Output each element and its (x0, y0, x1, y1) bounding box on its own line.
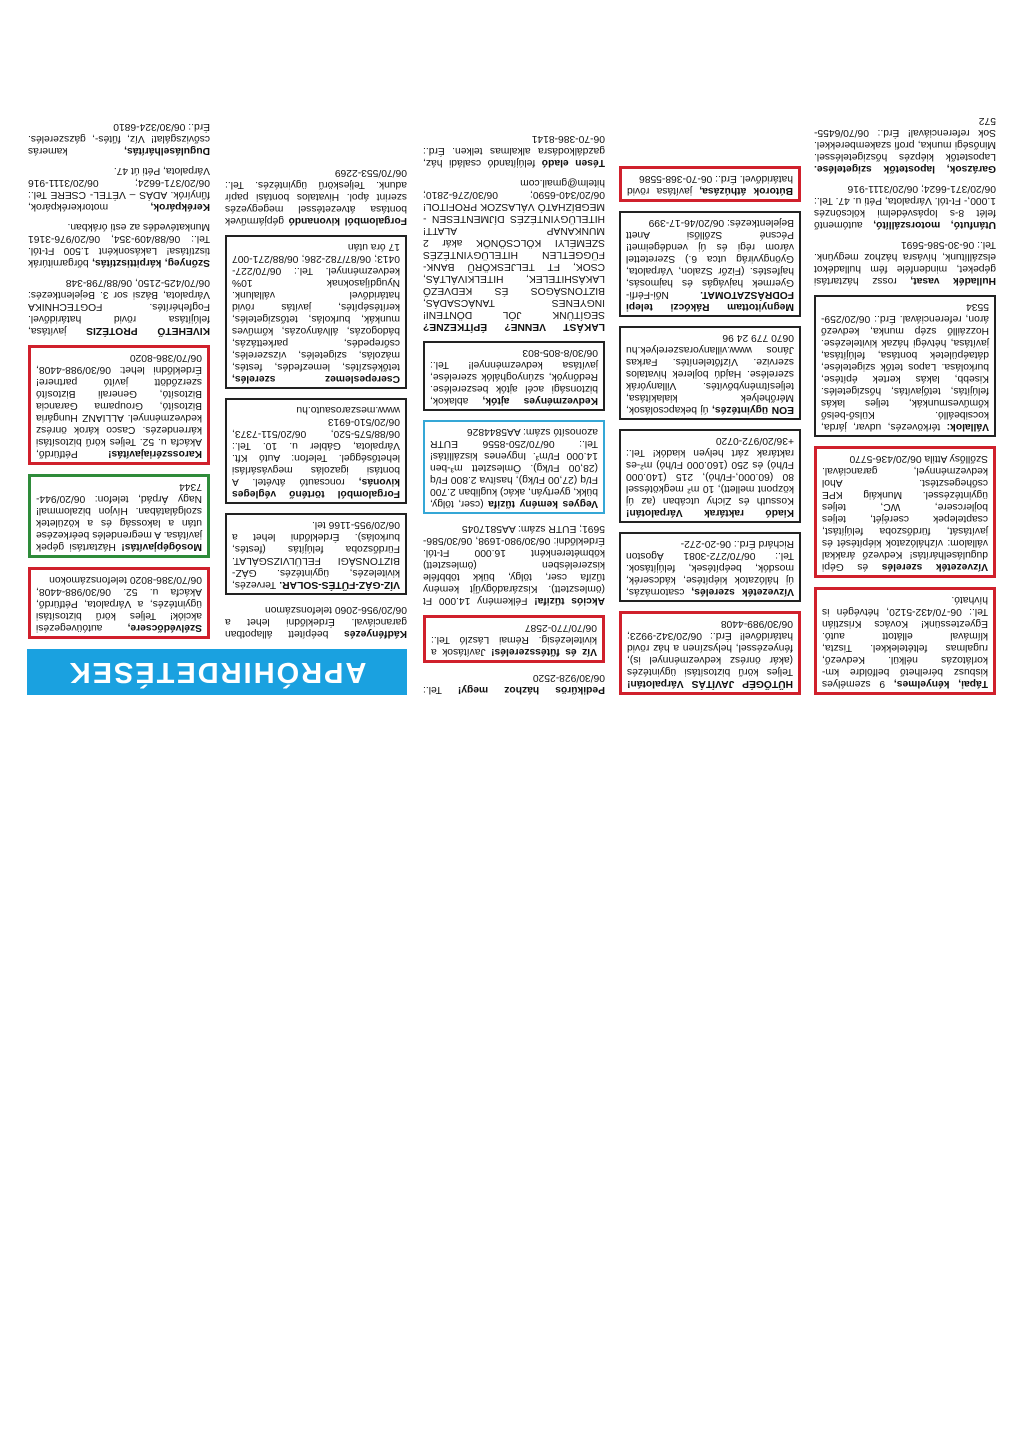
classified-ad (619, 532, 801, 602)
column-1 (814, 106, 996, 695)
classified-ad (28, 345, 210, 465)
ad-text: SEGÍTÜNK JÓL DÖNTENI! INGYENES TANÁCSADÁS, BIZTONSÁGOS ÉS KEDVEZŐ LAKÁSHITELEK, HITELKIVÁLTÁS, CSOK, FT TELJESKÖRŰ BANK-FÜGGETLEN HITELÜGYINTÉZÉS SZEMÉLYI KÖLCSÖNÖK akár 2 MUNKANAP ALATT! HITELÜGYINTÉZÉS DÍJMENTESEN - MEGBÍZHATÓ VÁLASZOK PROFITOL! 06/20/340-6590; 06/30/276-2810; hitelm@gmail.com (423, 177, 605, 320)
ad-heading: Vízvezeték szerelés, (691, 586, 794, 597)
classified-ad (619, 211, 801, 317)
ad-text: térkövezés, udvar, járda, kocsibeálló. Külső-belső kőművesmunkák, teljes lakás felújítás, tetőjavítás, hőszigetelés. Kisebb, lakás kertek építése, burkolása. Lapos tetők szigetelése, dátaépületek bontása, felújítása, javítása, hétvégi házak kivitelezése. Hozzáillő szép munka, kedvező áron, referenciával. Érd.: 06/20/259-5534 (821, 301, 989, 432)
classified-ad (225, 235, 407, 389)
ad-heading: Duguláselhárítás, (124, 145, 210, 156)
ad-heading: Víz és fűtésszerelés! (491, 646, 597, 657)
ad-heading: Forgalomból kivonandó (288, 215, 407, 226)
classified-ad (225, 166, 407, 226)
ad-text: új bekapcsolások, Mérőhelyek kialakítása, teljesítménybővítés. Villanyórák szerelése. Hajdú bojlerek hivatalos szervize. Vízfőtelenítés. Farkas János www.villanyoraszerelyek.hu 0670 779 24 96 (625, 332, 794, 415)
ad-text: beépített állapotban garanciával. Érdeklődni lehet a 06/20/956-2060 telefonszámon (225, 604, 407, 639)
ad-text: Tel.: 06/30/928-2520 (423, 672, 605, 695)
ad-text: Pétfürdő, Akácfa u. 52. Teljes körű biztosítási kárrendezés. Casco károk önrész kedvezménnyel. ALLIANZ Hungária Biztosító, Groupama Garancia Biztosító, Generali Biztosító szerződött javító partnere! Érdeklődni lehet: 06/30/988-4408, 06/70/386-8020 (36, 352, 202, 459)
classified-ad (619, 326, 801, 420)
ad-text: autóüvegezési akciók! Teljes körű biztosítási ügyintézés, a Várpalota, Pétfürdő, Akácfa u. 52. 06/30/988-4408, 06/70/386-8020 telefonszámokon (36, 574, 202, 633)
classified-ad (423, 176, 605, 332)
ad-heading: EON ügyintézés, (712, 404, 794, 415)
ad-heading: VÍZ-GÁZ-FŰTÉS-SOLAR. (279, 579, 400, 590)
ad-heading: Vízvezeték szerelés (881, 561, 988, 572)
ad-text: roncsautó átvétel. A bontási igazolás megvásárlási lehetőséggel. Telefon: Autó Kft. Várpalota, Gábler u. 10. Tel.: 06/88/575-520, 06/20/511-7373, 06/20/510-6913 www.meszarosauto.hu (232, 404, 400, 487)
ad-text: gépjárművek bontása átvezetéssel megegyezés szerint ápol. Hivatalos bontási papír adunk. Teljeskörű ügyintézés. Tel.: 06/70/553-2269 (224, 167, 407, 226)
ad-text: kamerás csővizsgálat! Víz, fűtés-, gázszerelés. Érd.: 06/30/324-6810 (28, 121, 210, 156)
ad-heading: Utánfutó, motorszállító, (873, 219, 996, 230)
ad-text: bőrgarnitúrák tisztítása! Lakásonként 1.500 Ft-tól. Tel.: 06/88/409-354, 06/20/976-3161 Munkatévedés az esti órákban. (28, 221, 210, 268)
ad-heading: Pedikűrös házhoz megy! (457, 684, 605, 695)
classified-ad (225, 398, 407, 504)
ad-heading: Vállalok: (946, 421, 989, 432)
ad-text: 9 személyes kisbusz bérelhető belföldre km-korlátozás nélkül. Kedvező, rugalmas feltételekkel. Tiszta, klímával ellátott autó. Egyeztessünk! Kovács Krisztián Tel.: 06-70/432-5120, hétvégén is hívható. (822, 594, 988, 689)
ad-heading: Mosógépjavítás! (121, 541, 202, 552)
classified-ad (814, 446, 996, 578)
ad-text: Női-Férfi-Gyermek hajvágás és hajmosás, hajfestés. (Fizőr Szalon, Várpalota, Gyöngyvirág utca 6.) Szeretettel várom régi és új vendégeimet! Pécsné Szőllősi Anett Bejelentkezés: 06/20/46-17-399 (626, 217, 794, 300)
ad-heading: Cserepeslemez szerelés, (232, 373, 400, 384)
ad-text: Háztartási gépek javítása. A megrendelés beérkezése után a lakosság és a közületek szolgálatában. Hívjon bizalommal! Nagy Árpád, telefon: 06/20/944-7344 (36, 481, 202, 552)
ad-heading: Vegyes kemény tűzifa (488, 498, 598, 509)
classified-ad (423, 420, 605, 514)
ad-text: (cser, tölgy, bükk, gyertyán, akác) kugliban 2.700 Ft/q (27,00 Ft/kg), hasítva 2.800 Ft/q (28,00 Ft/kg). Ömlesztett m³-ben 14.000 Ft/m³. Ingyenes kiszállítás! Tel.: 06/70/250-8556 EUTR azonosító szám: AA5844826 (430, 426, 598, 509)
ad-heading: Forgalomból történő végleges kivonás, (232, 476, 400, 499)
classified-ad (423, 671, 605, 695)
classified-ad (814, 114, 996, 174)
ad-heading: KIVEHETŐ PROTÉZIS (86, 325, 210, 336)
ad-text: felújítandó családi ház, gazdálkodásra alkalmas telken. Érd.: 06-70-386-8141 (423, 133, 605, 168)
classified-ad (619, 611, 801, 695)
column-5 (28, 112, 210, 639)
ad-text: tetőkészítés, lemezfedés, festés, mázolás, szigetelés, vízszerelés, csőrepedés, parkettázás, bádogozás, állványozás, kőműves munkák, burkolás, tetőszigetelés, kerítésépítés, javítás rövid határidővel vállalunk. Nyugdíjasoknak 10% kedvezménnyel. Tel.: 06/70/227-0413; 06/87/782-286; 06/88/271-007 17 óra után (232, 241, 400, 372)
classified-ad (28, 567, 210, 639)
column-2 (619, 157, 801, 695)
ad-heading: Tésen eladó (541, 157, 605, 168)
classified-ad (814, 587, 996, 695)
classified-ad (28, 220, 210, 268)
classified-ad (28, 120, 210, 156)
classified-ad (225, 603, 407, 639)
ad-heading: Megnyitottam Rákóczi telepi FODRÁSZATOMAT. (626, 289, 794, 312)
classified-ad (28, 276, 210, 336)
classified-ad (28, 474, 210, 558)
ad-heading: Kiadó raktárak Várpalotán! (626, 507, 794, 518)
classified-ad (423, 615, 605, 663)
ad-text: Javítások a kivitelezésig. Rémai László Tel.: 06/70/770-2587 (431, 622, 597, 657)
classified-ad (225, 513, 407, 595)
ad-heading: Kedvezményes ajtók, (482, 395, 598, 406)
classified-ad (423, 341, 605, 411)
classified-ad (619, 429, 801, 523)
ad-text: javítása rövid határidővel. Érd.: 06-70-368-5586 (627, 173, 793, 196)
ad-heading: Karosszériajavítás! (108, 448, 202, 459)
ad-heading: Szélvédőcsere, (127, 622, 202, 633)
ad-heading: Akciós tűzifa! (534, 595, 605, 606)
classified-ad (28, 164, 210, 212)
ad-text: csatornázás, új hálózatok kiépítése, kádcserék, mosdók, beépítések, felújítások. Tel.: 06/70/272-3081 Ágoston Richárd Érd.: 06-20-272- (626, 538, 794, 597)
ad-text: Lapostetők kiépzés hőszigeteléssel. Minőségi munka, profi szakemberekkel. Sok referenciával! Érd.: 06/70/6455-572 (814, 115, 996, 162)
ad-text: rossz háztartási gépeket, mindenféle fém hulladékot elszállítunk, hívásra házhoz megyünk. Tel.: 06-30-586-5691 (813, 239, 996, 286)
ad-heading: LAKÁST VENNE? ÉPÍTKEZNE? (423, 321, 605, 332)
page-banner-title: APRÓHIRDETÉSEK (27, 649, 407, 695)
ad-text: ablakok, biztonsági acél ajtók beszerelése. Redőnyök, szúnyoghálók szerelése, javítása kedvezménnyel! Tel.: 06/30/8-805-803 (430, 347, 598, 406)
ad-text: Teljes körű biztosítási ügyintézés (akár önrész kedvezménnyel is), fényezéssel, helyszínen a ház rövid határidővel! Érd.: 06/20/342-9923; 06/30/989-4408 (627, 618, 793, 677)
ad-text: javítása, felújítása rövid határidővel. Fogfehérítés. FOGTECHNIKA Várpalota, Bázsi sor 3. Bejelentkezés: 06/70/425-2150, 06/88/798-348 (28, 277, 210, 336)
classified-ad (423, 522, 605, 606)
ad-text: autómentő felét 8-s lopásvédelmi kölcsönzés 1.000,- Ft-tól. Várpalota, Péti u. 47. Tel.: 06/20/371-6624; 06/20/3111-916 (814, 183, 996, 230)
ad-heading: Kerékpárok, (150, 201, 210, 212)
column-3 (423, 124, 605, 695)
classified-ad (814, 182, 996, 230)
ad-text: Kossuth és Zichy utcában (az új központ mellett), 10 m² megkötéssel 80 (60.000,-Ft/hó), 215 (140.000 Ft/hó) és 250 (160.000 Ft/hó) m²-es raktárak zárt helyen kiadók! Tel.: +36/20/972-0720 (626, 435, 794, 506)
classified-ad (619, 166, 801, 202)
ad-text: Félkemény 14.000 Ft (ömlesztett). Kiszáradógyűjt kemény tűzifa cser, tölgy, bükk többféle kiszerelésben (ömlesztett) köbméterenként 16.000 Ft-tól. Érdeklődni: 06/30/980-1698, 06/30/586-5691; EUTR szám: AA5817045 (423, 523, 605, 606)
classified-ad (423, 132, 605, 168)
ad-text: motorkerékpárok, fűnyírók. ADÁS – VÉTEL- CSERE Tel.: 06/20/371-6624; 06/20/3111-916 Várpalota, Péti út 47. (28, 165, 210, 212)
ad-text: és Gépi duguláselhárítás! Kedvező árakkal vállalom: vízhálózatok kiépítését és javítását, fürdőszoba felújítást, csaptelepek cseréjét, teljes bojlercsere, WC, teljes ügyintézéssel. Munkáig KPE csőhegesztést. Ahol kedvezménnyel, garanciával. Szőllősy Attila 06/20/436-5770 (822, 453, 988, 572)
ad-heading: Tápai, kényelmes, (893, 678, 988, 689)
classified-ad (814, 295, 996, 437)
column-4 (225, 158, 407, 639)
ad-heading: Szőnyeg, kárpittisztítás, (92, 257, 210, 268)
ad-text: Tervezés, kivitelezés, ügyintézés. GÁZ-BIZTONSÁGI FELÜLVIZSGÁLAT. Fürdőszoba felújítás (festés, burkolás). Érdeklődni lehet a 06/20/955-1166 tel. (232, 519, 400, 590)
ad-heading: Kádfényezés (344, 628, 407, 639)
ad-heading: Bútorok áthúzása, (699, 185, 793, 196)
classified-ad (814, 238, 996, 286)
ad-heading: HŰTŐGÉP JAVÍTÁS Várpalotán! (627, 678, 793, 689)
ad-heading: Hulladék vasat, (910, 275, 996, 286)
ad-heading: Garázsok, lapostetők szigetelése. (814, 163, 996, 174)
